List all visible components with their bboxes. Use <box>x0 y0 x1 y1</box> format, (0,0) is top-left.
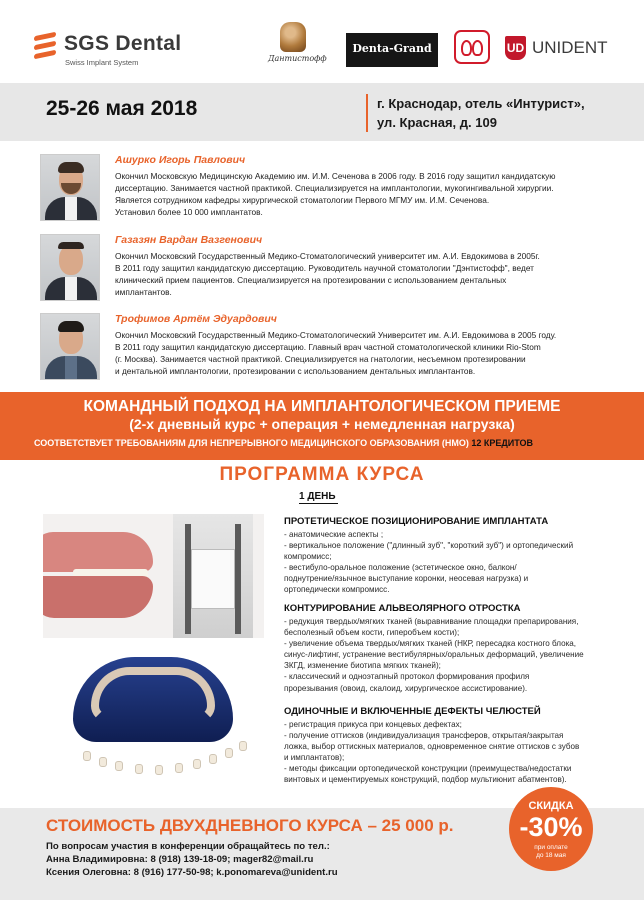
smile-and-articulator-photo <box>43 514 264 638</box>
section-body: - регистрация прикуса при концевых дефектах; - получение оттисков (индивидуализация трансферов, открытая/закрытая ложка, выбор оттискных материалов, одновременное снятие оттисков с зубов и имплантатов); - методы фиксации ортопедической конструкции (преимущества/недостатки винтовых и цементируемых конструкций, подбор мультиюнит абатментов). <box>284 720 580 785</box>
speaker-name: Трофимов Артём Эдуардович <box>115 313 277 325</box>
course-price: СТОИМОСТЬ ДВУХДНЕВНОГО КУРСА – 25 000 р. <box>46 816 454 835</box>
program-day: 1 ДЕНЬ <box>299 491 336 502</box>
section-heading: ПРОТЕТИЧЕСКОЕ ПОЗИЦИОНИРОВАНИЕ ИМПЛАНТАТА <box>284 516 549 527</box>
unident-logo-name: UNIDENT <box>532 38 608 57</box>
event-date: 25-26 мая 2018 <box>46 97 198 120</box>
speaker-name: Ашурко Игорь Павлович <box>115 154 246 166</box>
denta-grand-logo-name: Denta-Grand <box>352 42 432 55</box>
nmo-credits: 12 КРЕДИТОВ <box>471 438 533 448</box>
section-heading: ОДИНОЧНЫЕ И ВКЛЮЧЕННЫЕ ДЕФЕКТЫ ЧЕЛЮСТЕЙ <box>284 706 541 717</box>
clinic-tooth-logo-icon <box>454 30 490 64</box>
sgs-dental-logo <box>34 32 204 72</box>
section-heading: КОНТУРИРОВАНИЕ АЛЬВЕОЛЯРНОГО ОТРОСТКА <box>284 603 521 614</box>
discount-label: СКИДКА <box>528 800 574 812</box>
section-body: - редукция твердых/мягких тканей (выравнивание площадки препарирования, бесполезный объем кости, гиперобъем кости); - увеличение объема твердых/мягких тканей (НКР, пересадка костного блока, синус-лифтинг, устранение вестибулярных/оральных деформаций, увеличение ЗКГД, изменение биотипа мягких тканей); - классический и одноэтапный протокол формирования профиля прорезывания (овоид, скалоид, хирургическое ассистирование). <box>284 617 584 693</box>
denta-grand-logo <box>346 33 438 67</box>
discount-note: при оплате до 18 мая <box>534 844 568 859</box>
program-section <box>284 516 624 596</box>
program-section <box>284 603 624 694</box>
contact-info: По вопросам участия в конференции обращайтесь по тел.: Анна Владимировна: 8 (918) 139-18-09; mager82@mail.ru Ксения Олеговна: 8 (916) 177-50-98; k.ponomareva@unident.ru <box>46 841 338 879</box>
location-divider <box>366 94 368 132</box>
dentistoff-logo <box>268 22 327 74</box>
dentistoff-logo-name: Дантистофф <box>268 54 327 63</box>
speaker-name: Газазян Вардан Вазгенович <box>115 234 263 246</box>
logo-bar <box>0 0 644 82</box>
discount-badge <box>509 787 593 871</box>
nmo-line <box>34 438 533 448</box>
location-line-2: ул. Красная, д. 109 <box>377 115 497 130</box>
tooth-icon <box>280 22 306 52</box>
event-location <box>377 94 585 132</box>
course-title: КОМАНДНЫЙ ПОДХОД НА ИМПЛАНТОЛОГИЧЕСКОМ ПРИЕМЕ <box>83 398 561 415</box>
date-location-band <box>0 83 644 141</box>
sgs-mark-icon <box>34 34 56 64</box>
speaker-photo <box>40 234 100 301</box>
unident-mark-icon: UD <box>505 36 526 60</box>
location-line-1: г. Краснодар, отель «Интурист», <box>377 96 585 111</box>
speaker-bio: Окончил Московский Государственный Медико-Стоматологический Университет им. А.И. Евдокимова в 2005 году. В 2011 году защитил кандидатскую диссертацию. Главный врач частной стоматологической клиники Rio-Stom (г. Москва). Занимается частной практикой. Специализируется на гнатологии, несъемном протезировании и дентальной имплантологии, протезировании с использованием дентальных имплантантов. <box>115 330 557 377</box>
course-banner <box>0 392 644 460</box>
sgs-logo-tagline: Swiss Implant System <box>65 58 139 67</box>
program-title: ПРОГРАММА КУРСА <box>219 464 425 485</box>
discount-value: -30% <box>519 812 583 842</box>
course-subtitle: (2-х дневный курс + операция + немедленная нагрузка) <box>129 416 515 432</box>
program-section <box>284 706 624 786</box>
speaker-photo <box>40 154 100 221</box>
section-body: - анатомические аспекты ; - вертикальное положение ("длинный зуб", "короткий зуб") и ортопедический компромисс; - вестибуло-оральное положение (эстетическое окно, балкон/ поднутрение/язычное выступание коронки, неосевая нагрузка) и ортопедически компромисс. <box>284 530 574 595</box>
speaker-bio: Окончил Московский Государственный Медико-Стоматологический университет им. А.И. Евдокимова в 2005г. В 2011 году защитил кандидатскую диссертацию. Руководитель научной стоматологии "Дэнтистофф", ведет клинический прием пациентов. Специализируется на протезировании с использованием дентальных имплантантов. <box>115 251 540 298</box>
sgs-logo-name: SGS Dental <box>64 32 182 55</box>
dental-arch-model-photo <box>43 647 264 787</box>
speaker-photo <box>40 313 100 380</box>
unident-logo <box>505 36 635 62</box>
speaker-bio: Окончил Московскую Медицинскую Академию им. И.М. Сеченова в 2006 году. В 2016 году защитил кандидатскую диссертацию. Занимается частной практикой. Специализируется на имплантологии, мукогингивальной хирургии. Является сотрудником кафедры хирургической стоматологии Первого МГМУ им. И.М. Сеченова. Установил более 10 000 имплантатов. <box>115 171 556 218</box>
nmo-text: СООТВЕТСТВУЕТ ТРЕБОВАНИЯМ ДЛЯ НЕПРЕРЫВНОГО МЕДИЦИНСКОГО ОБРАЗОВАНИЯ (НМО) <box>34 438 469 448</box>
